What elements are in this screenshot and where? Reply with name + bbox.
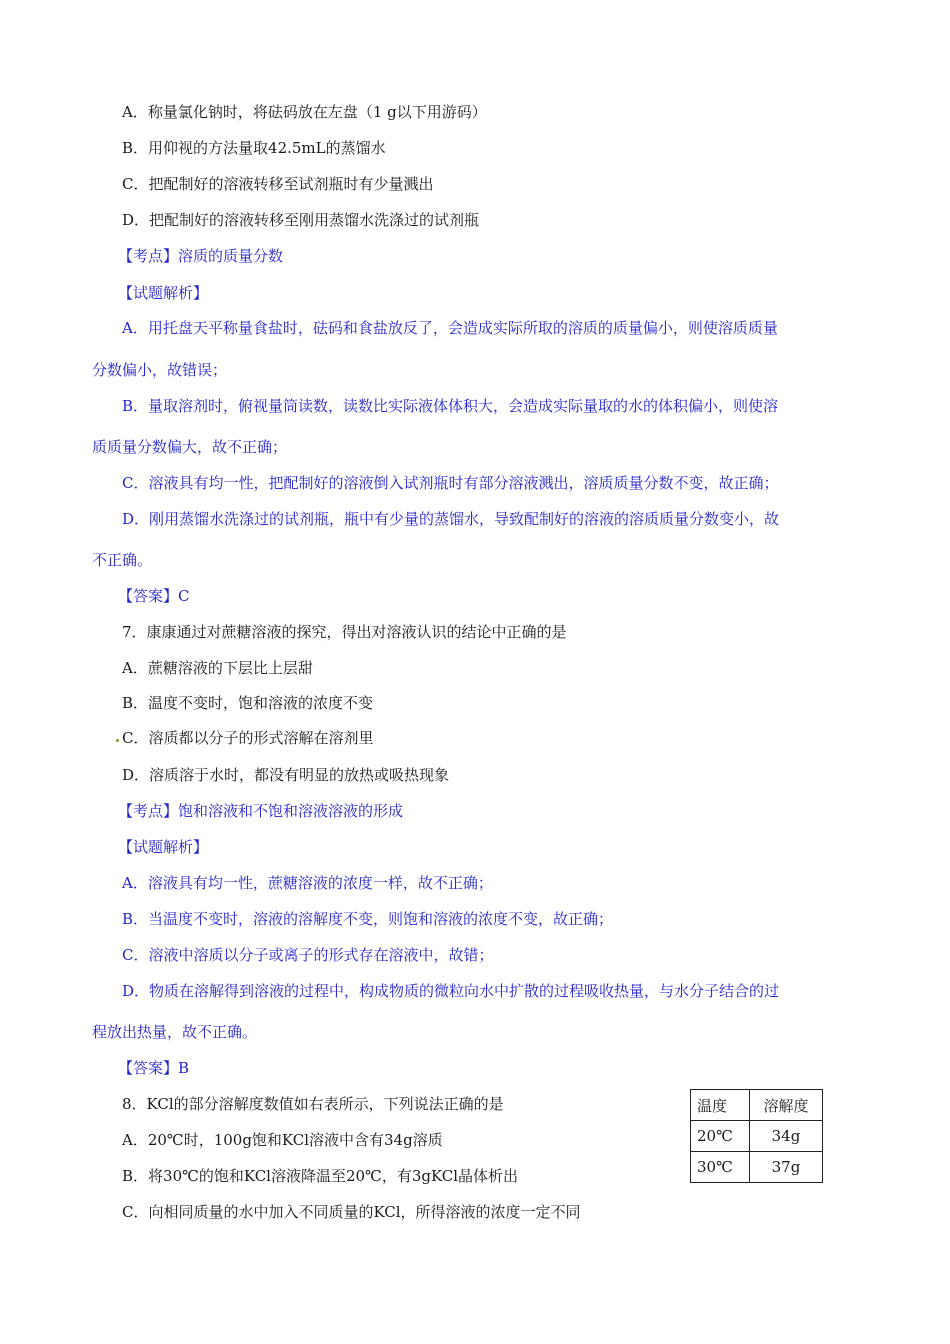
solubility-table [690, 1089, 823, 1183]
table-row [691, 1121, 823, 1152]
q6-analysis-line: 不正确。 [92, 551, 153, 569]
table-cell: 37g [750, 1152, 823, 1183]
q8-stem: 8．KCl的部分溶解度数值如右表所示，下列说法正确的是 [122, 1095, 504, 1113]
q6-option-d: D．把配制好的溶液转移至刚用蒸馏水洗涤过的试剂瓶 [122, 211, 480, 229]
q6-analysis-line: C．溶液具有均一性，把配制好的溶液倒入试剂瓶时有部分溶液溅出，溶质质量分数不变，故正确； [122, 474, 779, 492]
q7-analysis-line: A．溶液具有均一性，蔗糖溶液的浓度一样，故不正确； [122, 874, 493, 892]
q6-kaodian: 【考点】溶质的质量分数 [118, 247, 284, 265]
q6-option-b: B．用仰视的方法量取42.5mL的蒸馏水 [122, 139, 386, 157]
q6-analysis-title: 【试题解析】 [118, 284, 209, 302]
q7-analysis-line: D．物质在溶解得到溶液的过程中，构成物质的微粒向水中扩散的过程吸收热量，与水分子结合的过 [122, 982, 780, 1000]
green-dot-mark [116, 739, 119, 742]
q7-analysis-title: 【试题解析】 [118, 838, 209, 856]
q7-analysis-line: B．当温度不变时，溶液的溶解度不变，则饱和溶液的浓度不变，故正确； [122, 910, 614, 928]
q8-option-a: A．20℃时，100g饱和KCl溶液中含有34g溶质 [122, 1131, 443, 1149]
q7-answer: 【答案】B [118, 1059, 190, 1077]
q8-option-b: B．将30℃的饱和KCl溶液降温至20℃，有3gKCl晶体析出 [122, 1167, 519, 1185]
table-cell: 34g [750, 1121, 823, 1152]
q7-option-c: C．溶质都以分子的形式溶解在溶剂里 [122, 729, 374, 747]
q6-analysis-line: B．量取溶剂时，俯视量筒读数，读数比实际液体体积大，会造成实际量取的水的体积偏小，则使溶 [122, 397, 779, 415]
q7-option-d: D．溶质溶于水时，都没有明显的放热或吸热现象 [122, 766, 450, 784]
table-header-cell: 溶解度 [750, 1090, 823, 1121]
q6-option-c: C．把配制好的溶液转移至试剂瓶时有少量溅出 [122, 175, 434, 193]
q7-option-a: A．蔗糖溶液的下层比上层甜 [122, 659, 313, 677]
q6-analysis-line: 质质量分数偏大，故不正确； [92, 438, 288, 456]
q6-analysis-line: 分数偏小，故错误； [92, 361, 228, 379]
q7-kaodian: 【考点】饱和溶液和不饱和溶液溶液的形成 [118, 802, 404, 820]
table-cell: 20℃ [691, 1121, 750, 1152]
q6-answer: 【答案】C [118, 587, 190, 605]
q6-analysis-line: D．刚用蒸馏水洗涤过的试剂瓶，瓶中有少量的蒸馏水，导致配制好的溶液的溶质质量分数变小，故 [122, 510, 780, 528]
table-header-row [691, 1090, 823, 1121]
q7-option-b: B．温度不变时，饱和溶液的浓度不变 [122, 694, 374, 712]
q6-analysis-line: A．用托盘天平称量食盐时，砝码和食盐放反了，会造成实际所取的溶质的质量偏小，则使溶质质量 [122, 319, 778, 337]
q7-stem: 7．康康通过对蔗糖溶液的探究，得出对溶液认识的结论中正确的是 [122, 623, 567, 641]
q7-analysis-line: 程放出热量，故不正确。 [92, 1023, 258, 1041]
q6-option-a: A．称量氯化钠时，将砝码放在左盘（1 g以下用游码） [122, 103, 487, 121]
table-header-cell: 温度 [691, 1090, 750, 1121]
table-cell: 30℃ [691, 1152, 750, 1183]
q8-option-c: C．向相同质量的水中加入不同质量的KCl，所得溶液的浓度一定不同 [122, 1203, 581, 1221]
q7-analysis-line: C．溶液中溶质以分子或离子的形式存在溶液中，故错； [122, 946, 494, 964]
table-row [691, 1152, 823, 1183]
